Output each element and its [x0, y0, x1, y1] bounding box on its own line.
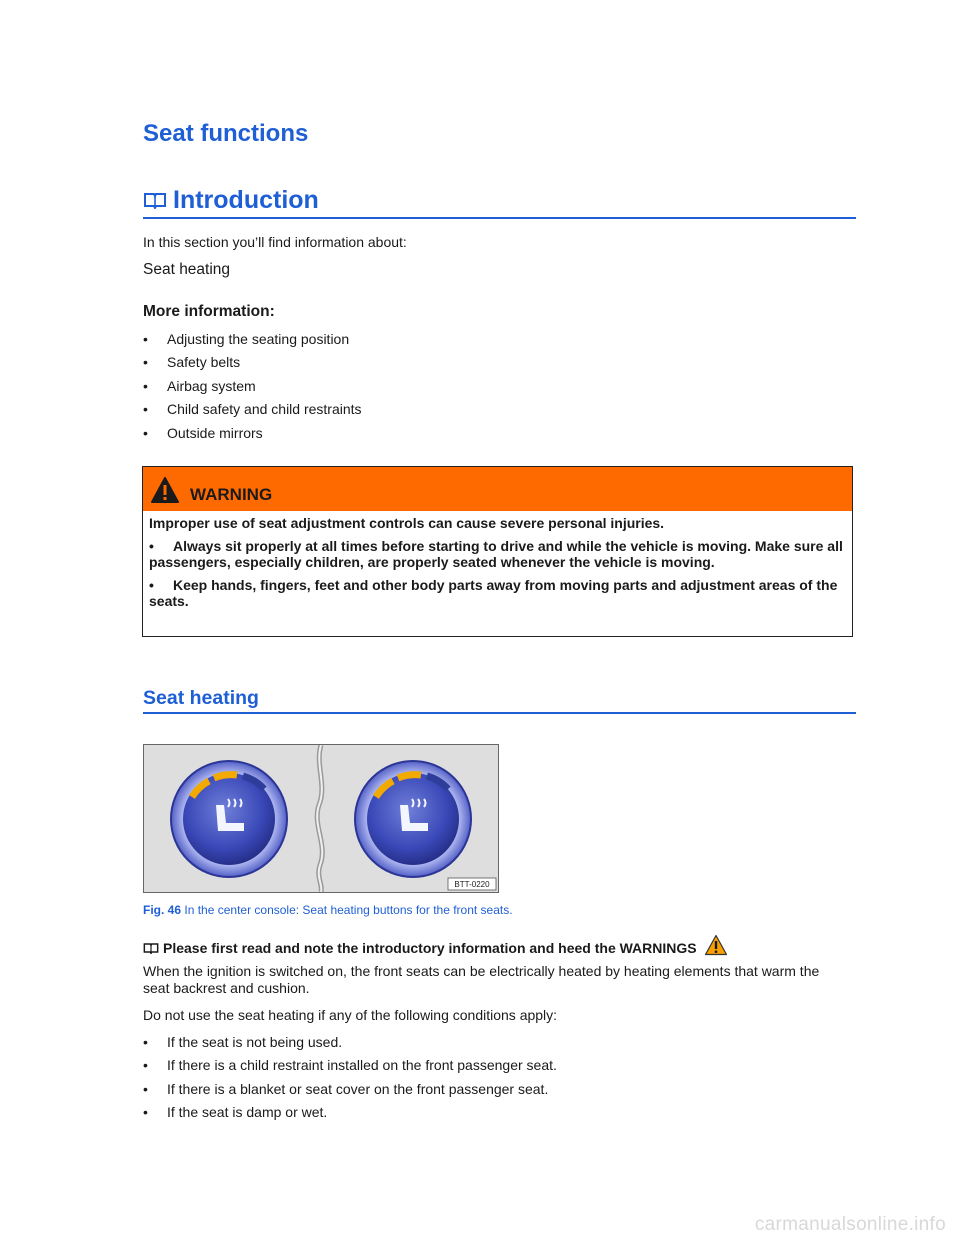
- figure-caption-text: In the center console: Seat heating buttons for the front seats.: [184, 903, 513, 917]
- seat-heating-heading: Seat heating: [143, 687, 259, 709]
- intro-heading-text: Introduction: [173, 186, 319, 214]
- warning-triangle-icon: [150, 476, 180, 504]
- book-icon: [143, 191, 167, 209]
- intro-rule: [143, 217, 856, 219]
- list-item[interactable]: • Adjusting the seating position: [143, 330, 362, 353]
- warning-body: [143, 511, 852, 609]
- watermark: carmanualsonline.info: [754, 1214, 946, 1235]
- book-icon: [143, 942, 159, 954]
- intro-lead: In this section you’ll find information about:: [143, 234, 407, 250]
- list-item[interactable]: • Child safety and child restraints: [143, 400, 362, 423]
- figure-caption: [143, 903, 513, 917]
- figure-code: BTT-0220: [454, 880, 490, 889]
- list-item[interactable]: • Airbag system: [143, 377, 362, 400]
- reference-line: [143, 934, 728, 956]
- intro-heading: [143, 186, 319, 215]
- more-info-list: [143, 330, 362, 447]
- right-seat-heat-button[interactable]: [355, 761, 471, 877]
- warning-item-text: Always sit properly at all times before starting to drive and while the vehicle is moving. Make sure all passengers, especially children, are properly seated whenever the vehicle is moving.: [149, 538, 843, 570]
- list-item: • If the seat is not being used.: [143, 1033, 557, 1056]
- list-item: • If there is a child restraint installed on the front passenger seat.: [143, 1056, 557, 1079]
- warning-item-text: Keep hands, fingers, feet and other body parts away from moving parts and adjustment areas of the seats.: [149, 577, 838, 609]
- list-item: • If the seat is damp or wet.: [143, 1103, 557, 1126]
- intro-topic-link[interactable]: Seat heating: [143, 261, 231, 278]
- seat-heating-illustration: [144, 745, 498, 892]
- list-item[interactable]: • Outside mirrors: [143, 424, 362, 447]
- seat-heating-figure: [143, 744, 499, 893]
- warning-statement: Improper use of seat adjustment controls can cause severe personal injuries.: [149, 515, 665, 531]
- warning-item: • Always sit properly at all times before starting to drive and while the vehicle is moving. Make sure all passengers, especially children, are properly seated whenever the vehicle is moving.: [149, 538, 843, 570]
- list-item[interactable]: • Safety belts: [143, 353, 362, 376]
- paragraph-conditions-intro: Do not use the seat heating if any of the following conditions apply:: [143, 1007, 558, 1023]
- more-info-heading: More information:: [143, 303, 275, 320]
- seat-heating-rule: [143, 712, 856, 714]
- warning-item: • Keep hands, fingers, feet and other body parts away from moving parts and adjustment areas of the seats.: [149, 577, 838, 609]
- reference-text: Please first read and note the introductory information and heed the WARNINGS: [163, 940, 697, 956]
- list-item: • If there is a blanket or seat cover on the front passenger seat.: [143, 1080, 557, 1103]
- conditions-list: [143, 1033, 557, 1127]
- left-seat-heat-button[interactable]: [171, 761, 287, 877]
- warning-box: [142, 466, 853, 637]
- warning-label: WARNING: [190, 485, 273, 504]
- warning-link-icon[interactable]: [704, 934, 728, 956]
- warning-header: [143, 467, 852, 511]
- paragraph-heating-description: When the ignition is switched on, the front seats can be electrically heated by heating elements that warm the seat backrest and cushion.: [143, 963, 820, 996]
- figure-number: Fig. 46: [143, 903, 182, 917]
- page-title: Seat functions: [143, 120, 309, 147]
